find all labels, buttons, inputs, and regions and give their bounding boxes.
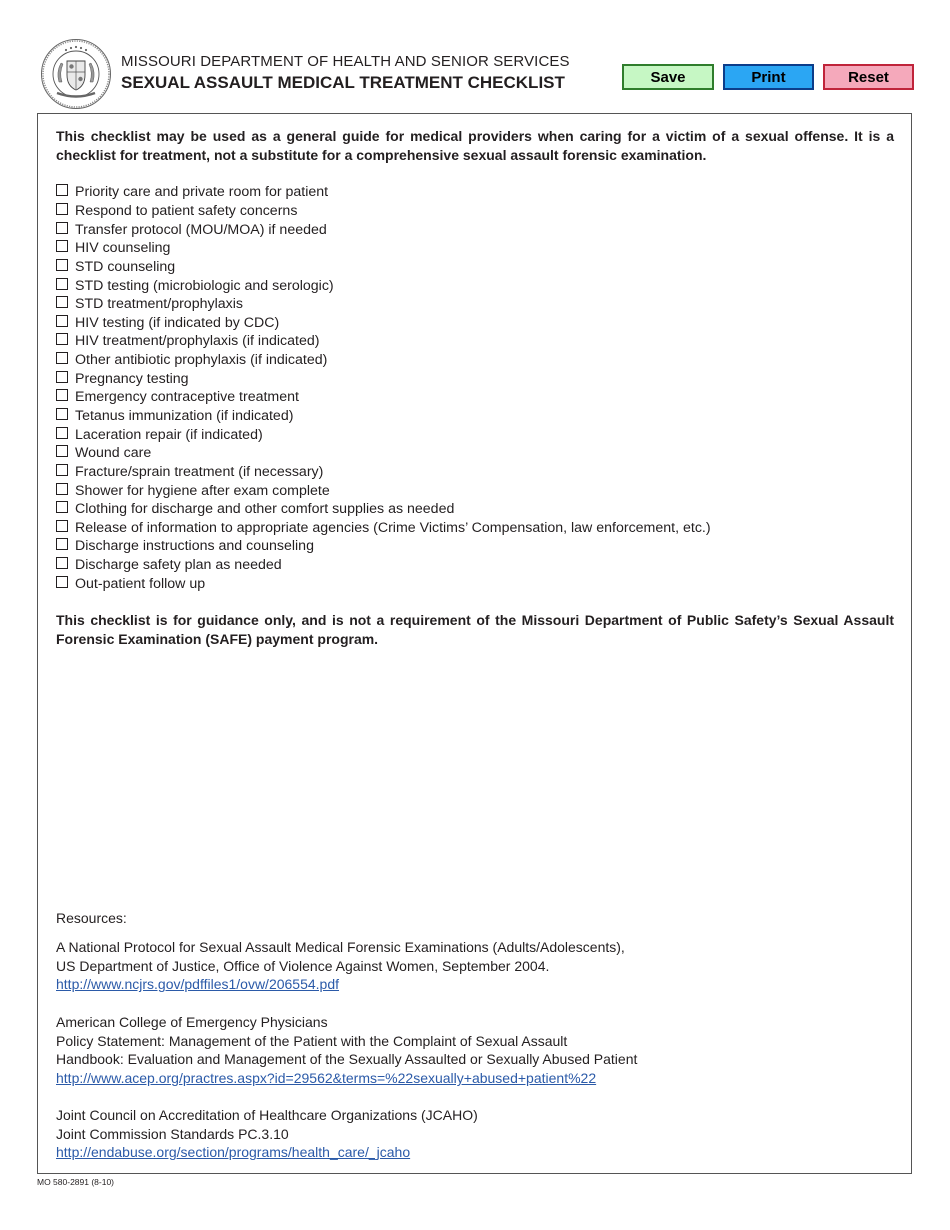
checklist-item [56,388,711,407]
checklist-item [56,295,711,314]
resource-line: Policy Statement: Management of the Patient with the Complaint of Sexual Assault [56,1032,568,1049]
checklist-item-label: STD counseling [75,258,176,275]
checklist-item-label: Fracture/sprain treatment (if necessary) [75,463,324,480]
checkbox[interactable] [56,371,68,383]
checklist-item [56,351,711,370]
treatment-checklist [56,183,711,593]
resources-heading: Resources: [56,910,127,926]
checklist-item-label: HIV counseling [75,240,171,257]
checklist-item [56,369,711,388]
checkbox[interactable] [56,408,68,420]
checklist-item-label: HIV testing (if indicated by CDC) [75,314,280,331]
checklist-item-label: STD testing (microbiologic and serologic) [75,277,334,294]
resource-block [56,938,625,994]
checklist-item-label: Laceration repair (if indicated) [75,426,263,443]
checkbox[interactable] [56,464,68,476]
page-title: SEXUAL ASSAULT MEDICAL TREATMENT CHECKLIST [121,73,565,92]
checklist-item-label: Out-patient follow up [75,575,206,592]
checkbox[interactable] [56,427,68,439]
intro-paragraph: This checklist may be used as a general guide for medical providers when caring for a victim of a sexual offense. It is a checklist for treatment, not a substitute for a comprehensive sexual assault forensic examination. [56,128,894,163]
checklist-item [56,537,711,556]
checklist-item-label: STD treatment/prophylaxis [75,296,243,313]
resource-link[interactable]: http://www.acep.org/practres.aspx?id=29562&terms=%22sexually+abused+patient%22 [56,1070,597,1087]
checkbox[interactable] [56,576,68,588]
checklist-item [56,332,711,351]
resource-line: Handbook: Evaluation and Management of the Sexually Assaulted or Sexually Abused Patient [56,1051,638,1068]
checkbox[interactable] [56,352,68,364]
checklist-item [56,276,711,295]
resource-link[interactable]: http://www.ncjrs.gov/pdffiles1/ovw/206554.pdf [56,976,340,993]
reset-button[interactable]: Reset [823,64,914,90]
checklist-item-label: Release of information to appropriate agencies (Crime Victims’ Compensation, law enforcement, etc.) [75,519,711,536]
checklist-item [56,519,711,538]
checkbox[interactable] [56,389,68,401]
checkbox[interactable] [56,501,68,513]
checklist-item [56,500,711,519]
checkbox[interactable] [56,538,68,550]
checklist-item-label: Transfer protocol (MOU/MOA) if needed [75,221,327,238]
checklist-item-label: Other antibiotic prophylaxis (if indicated) [75,352,328,369]
resource-line: A National Protocol for Sexual Assault Medical Forensic Examinations (Adults/Adolescents), [56,939,625,955]
checkbox[interactable] [56,203,68,215]
agency-name: MISSOURI DEPARTMENT OF HEALTH AND SENIOR SERVICES [121,53,570,70]
checklist-item [56,444,711,463]
checklist-item [56,463,711,482]
checklist-item-label: Wound care [75,445,152,462]
checklist-item [56,220,711,239]
resource-block [56,1106,478,1162]
checkbox[interactable] [56,483,68,495]
checklist-item [56,481,711,500]
checklist-item [56,202,711,221]
resource-line: Joint Commission Standards PC.3.10 [56,1125,289,1142]
checkbox[interactable] [56,520,68,532]
checklist-item-label: HIV treatment/prophylaxis (if indicated) [75,333,320,350]
resource-block [56,1013,637,1088]
checklist-item [56,425,711,444]
checklist-item [56,313,711,332]
checkbox[interactable] [56,240,68,252]
checkbox[interactable] [56,278,68,290]
guidance-note: This checklist is for guidance only, and is not a requirement of the Missouri Department of Public Safety’s Sexual Assault Forensic Examination (SAFE) payment program. [56,612,894,647]
checklist-item-label: Emergency contraceptive treatment [75,389,299,406]
checklist-item-label: Discharge instructions and counseling [75,538,314,555]
resource-line: Joint Council on Accreditation of Healthcare Organizations (JCAHO) [56,1107,478,1123]
checkbox[interactable] [56,315,68,327]
save-button[interactable]: Save [622,64,714,90]
checkbox[interactable] [56,184,68,196]
checklist-item-label: Tetanus immunization (if indicated) [75,408,294,424]
checklist-item-label: Priority care and private room for patient [75,184,329,201]
checklist-item [56,574,711,593]
checklist-item [56,407,711,426]
checklist-item [56,556,711,575]
resource-line: US Department of Justice, Office of Violence Against Women, September 2004. [56,957,550,974]
checklist-item [56,239,711,258]
state-seal-icon [40,38,112,110]
checkbox[interactable] [56,296,68,308]
checklist-item [56,258,711,277]
resource-link[interactable]: http://endabuse.org/section/programs/health_care/_jcaho [56,1144,411,1161]
checklist-item-label: Pregnancy testing [75,370,189,387]
resource-line: American College of Emergency Physicians [56,1014,328,1030]
checklist-item-label: Discharge safety plan as needed [75,557,282,574]
checkbox[interactable] [56,557,68,569]
checklist-item-label: Respond to patient safety concerns [75,202,298,219]
checkbox[interactable] [56,333,68,345]
checklist-item-label: Clothing for discharge and other comfort supplies as needed [75,501,455,518]
checkbox[interactable] [56,222,68,234]
checklist-item-label: Shower for hygiene after exam complete [75,482,330,499]
form-number: MO 580-2891 (8-10) [37,1177,115,1187]
checkbox[interactable] [56,445,68,457]
checklist-item [56,183,711,202]
print-button[interactable]: Print [723,64,814,90]
checkbox[interactable] [56,259,68,271]
